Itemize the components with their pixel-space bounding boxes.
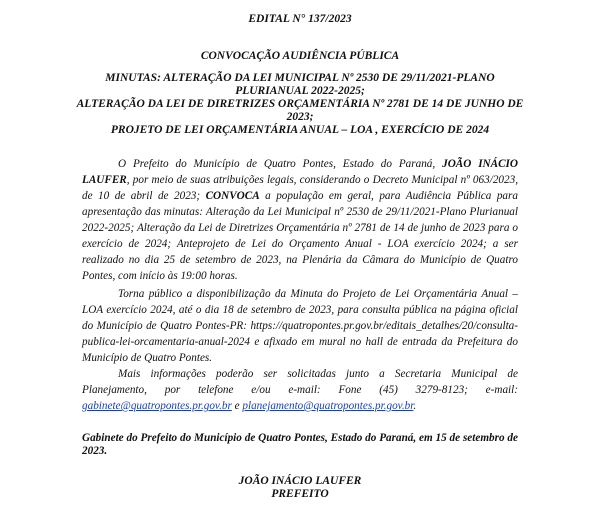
paragraph-publication: Torna público a disponibilização da Minuta do Projeto de Lei Orçamentária Anual – LOA exercício 2024, até o dia 18 de setembro de 2023, para consulta pública na página oficial do Município de Quatro Pontes-PR: https://quatropontes.pr.gov.br/editais_detalhes/20/consulta-publica-lei-orcamentaria-anual-2024 e afixado em mural no hall de entrada da Prefeitura do Município de Quatro Pontes. (82, 288, 518, 364)
minutas-line-4: 2023; (286, 111, 314, 123)
signature-title: PREFEITO (271, 488, 329, 500)
email-gabinete-link[interactable]: gabinete@quatropontes.pr.gov.br (82, 400, 232, 412)
convoca-word: CONVOCA (205, 190, 260, 202)
signature-name: JOÃO INÁCIO LAUFER (238, 475, 362, 487)
gabinete-dateline: Gabinete do Prefeito do Município de Quatro Pontes, Estado do Paraná, em 15 de setembro de 2023. (82, 432, 518, 457)
paragraph-convocation (82, 156, 518, 284)
mayor-name: JOÃO INÁCIO LAUFER (82, 158, 518, 186)
p1-text-b: , por meio de suas atribuições legais, considerando o Decreto Municipal nº 063/2023, de 10 de abril de 2023; (82, 174, 518, 202)
p3-text-b: e (231, 400, 243, 412)
p3-text-c: . (413, 400, 417, 412)
minutas-line-2: PLURIANUAL 2022-2025; (235, 85, 365, 97)
paragraph-contact (82, 366, 518, 414)
minutas-line-5: PROJETO DE LEI ORÇAMENTÁRIA ANUAL – LOA , EXERCÍCIO DE 2024 (110, 124, 490, 136)
p1-text-c: a população em geral, para Audiência Pública para apresentação das minutas: Alteração da Lei Municipal nº 2530 de 29/11/2021-Plano Plurianual 2022-2025; Alteração da Lei de Diretrizes Orçamentária nº 2781 de 14 de junho de 2023 para o exercício de 2024; Anteprojeto de Lei do Orçamento Anual - LOA exercício 2024; a ser realizado no dia 25 de setembro de 2023, na Plenária da Câmara do Município de Quatro Pontes, com início às 19:00 horas. (82, 190, 518, 282)
edital-number: EDITAL N° 137/2023 (248, 13, 352, 25)
convocacao-heading: CONVOCAÇÃO AUDIÊNCIA PÚBLICA (200, 50, 400, 62)
minutas-line-1: MINUTAS: ALTERAÇÃO DA LEI MUNICIPAL Nº 2530 DE 29/11/2021-PLANO (105, 72, 495, 84)
p1-text-a: O Prefeito do Município de Quatro Pontes, Estado do Paraná, (118, 158, 443, 170)
email-planejamento-link[interactable]: planejamento@quatropontes.pr.gov.br (242, 400, 414, 412)
minutas-line-3: ALTERAÇÃO DA LEI DE DIRETRIZES ORÇAMENTÁRIA Nº 2781 DE 14 DE JUNHO DE (76, 98, 524, 110)
p3-text-a: Mais informações poderão ser solicitadas junto a Secretaria Municipal de Planejamento, por telefone e/ou e-mail: Fone (45) 3279-8123; e-mail: (82, 368, 518, 396)
